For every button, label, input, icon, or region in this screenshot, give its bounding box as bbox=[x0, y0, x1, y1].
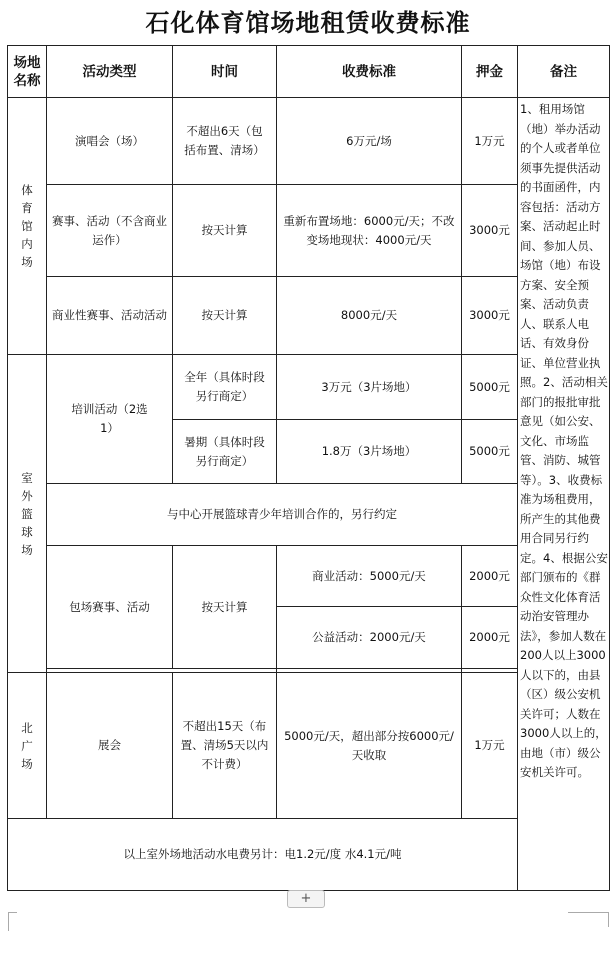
deposit-cell: 3000元 bbox=[462, 277, 518, 355]
deposit-cell: 2000元 bbox=[462, 546, 518, 607]
fee-cell: 8000元/天 bbox=[277, 277, 462, 355]
fee-table bbox=[7, 45, 610, 891]
page-title: 石化体育馆场地租赁收费标准 bbox=[145, 9, 471, 37]
time-cell: 不超出6天（包括布置、清场） bbox=[173, 98, 277, 185]
activity-type: 展会 bbox=[47, 673, 173, 819]
youth-cooperation-cell: 与中心开展篮球青少年培训合作的，另行约定 bbox=[47, 484, 518, 546]
header-venue: 场地名称 bbox=[8, 46, 47, 98]
page-corner-mark bbox=[8, 912, 17, 931]
fee-cell: 重新布置场地：6000元/天；不改变场地现状：4000元/天 bbox=[277, 185, 462, 277]
fee-cell: 6万元/场 bbox=[277, 98, 462, 185]
table-row bbox=[8, 98, 610, 185]
header-notes: 备注 bbox=[518, 46, 610, 98]
venue-north: 北广场 bbox=[21, 720, 33, 771]
fee-cell: 商业活动：5000元/天 bbox=[277, 546, 462, 607]
time-cell: 暑期（具体时段另行商定） bbox=[173, 420, 277, 484]
fee-cell: 公益活动：2000元/天 bbox=[277, 607, 462, 669]
activity-type: 演唱会（场） bbox=[47, 98, 173, 185]
venue-gym: 体育馆内场 bbox=[21, 183, 33, 269]
deposit-cell: 1万元 bbox=[462, 98, 518, 185]
time-cell: 按天计算 bbox=[173, 546, 277, 669]
header-fee: 收费标准 bbox=[277, 46, 462, 98]
fee-cell: 3万元（3片场地） bbox=[277, 355, 462, 420]
deposit-cell: 3000元 bbox=[462, 185, 518, 277]
activity-type: 培训活动（2选1） bbox=[47, 355, 173, 484]
activity-type: 商业性赛事、活动活动 bbox=[47, 277, 173, 355]
fee-cell: 5000元/天，超出部分按6000元/天收取 bbox=[277, 673, 462, 819]
deposit-cell: 2000元 bbox=[462, 607, 518, 669]
fee-cell: 1.8万（3片场地） bbox=[277, 420, 462, 484]
venue-outdoor: 室外篮球场 bbox=[21, 470, 33, 557]
time-cell: 按天计算 bbox=[173, 185, 277, 277]
header-deposit: 押金 bbox=[462, 46, 518, 98]
header-time: 时间 bbox=[173, 46, 277, 98]
header-activity-type: 活动类型 bbox=[47, 46, 173, 98]
time-cell: 按天计算 bbox=[173, 277, 277, 355]
time-cell: 不超出15天（布置、清场5天以内不计费） bbox=[173, 673, 277, 819]
deposit-cell: 1万元 bbox=[462, 673, 518, 819]
venue-cell bbox=[8, 98, 47, 355]
page-corner-mark bbox=[568, 912, 609, 927]
add-row-button[interactable]: + bbox=[287, 890, 325, 908]
time-cell: 全年（具体时段另行商定） bbox=[173, 355, 277, 420]
deposit-cell: 5000元 bbox=[462, 420, 518, 484]
activity-type: 赛事、活动（不含商业运作） bbox=[47, 185, 173, 277]
activity-type: 包场赛事、活动 bbox=[47, 546, 173, 669]
notes-cell: 1、租用场馆（地）举办活动的个人或者单位须事先提供活动的书面函件，内容包括：活动方案、活动起止时间、参加人员、场馆（地）布设方案、安全预案、活动负责人、联系人电话、有效身份证、单位营业执照。2、活动相关部门的报批审批意见（如公安、文化、市场监管、消防、城管等）。3、收费标准为场租费用，所产生的其他费用合同另行约定。4、根据公安部门颁布的《群众性文化体育活动治安管理办法》，参加人数在200人以上3000人以下的，由县（区）级公安机关许可；人数在3000人以上的，由地（市）级公安机关许可。 bbox=[518, 98, 610, 891]
table-header-row bbox=[8, 46, 610, 98]
venue-cell bbox=[8, 673, 47, 819]
utilities-cell: 以上室外场地活动水电费另计：电1.2元/度 水4.1元/吨 bbox=[8, 819, 518, 891]
deposit-cell: 5000元 bbox=[462, 355, 518, 420]
venue-cell bbox=[8, 355, 47, 673]
